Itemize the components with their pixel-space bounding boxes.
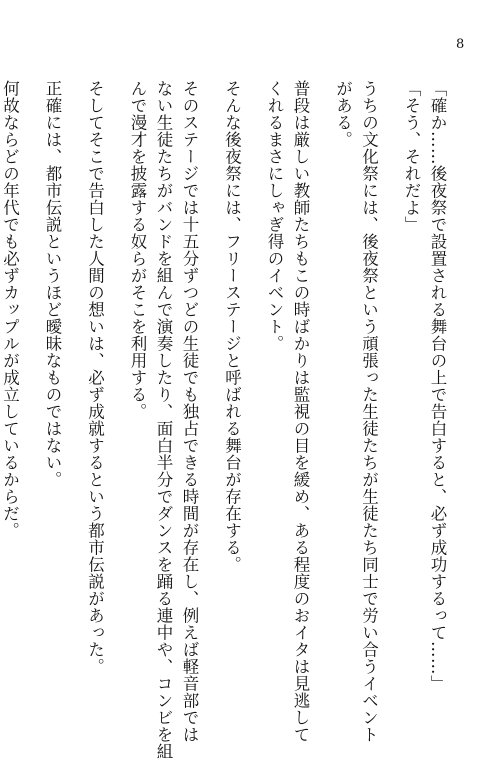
text-line-1: 「確か……後夜祭で設置される舞台の上で告白すると、必ず成功するって……」 [428,80,447,692]
text-line-11: そしてそこで告白した人間の想いは、必ず成就するという都市伝説があった。 [85,80,105,675]
text-line-13: 何故ならどの年代でも必ずカップルが成立しているからだ。 [0,80,20,539]
page-number: 8 [456,37,465,52]
text-line-4: がある。 [333,80,353,148]
text-line-7: そんな後夜祭には、フリーステージと呼ばれる舞台が存在する。 [222,80,242,573]
text-line-12: 正確には、都市伝説というほど曖昧なものではない。 [43,80,62,488]
text-line-6: くれるまさにしゃぎ得のイベント。 [265,80,284,352]
text-line-2: 「そう、それだよ」 [402,80,421,233]
text-line-3: うちの文化祭には、後夜祭という頑張った生徒たちが生徒たち同士で労い合うイベント [359,80,379,743]
text-line-9: ない生徒たちがバンドを組んで演奏したり、面白半分でダンスを踊る連中や、コンビを組 [154,80,173,760]
text-line-8: そのステージでは十五分ずつどの生徒でも独占できる時間が存在し、例えば軽音部では [180,80,199,743]
text-line-5: 普段は厳しい教師たちもこの時ばかりは監視の目を緩め、ある程度のおイタは見逃して [291,80,310,743]
novel-body-text [0,80,450,760]
text-line-10: んで漫才を披露する奴らがそこを利用する。 [128,80,147,420]
